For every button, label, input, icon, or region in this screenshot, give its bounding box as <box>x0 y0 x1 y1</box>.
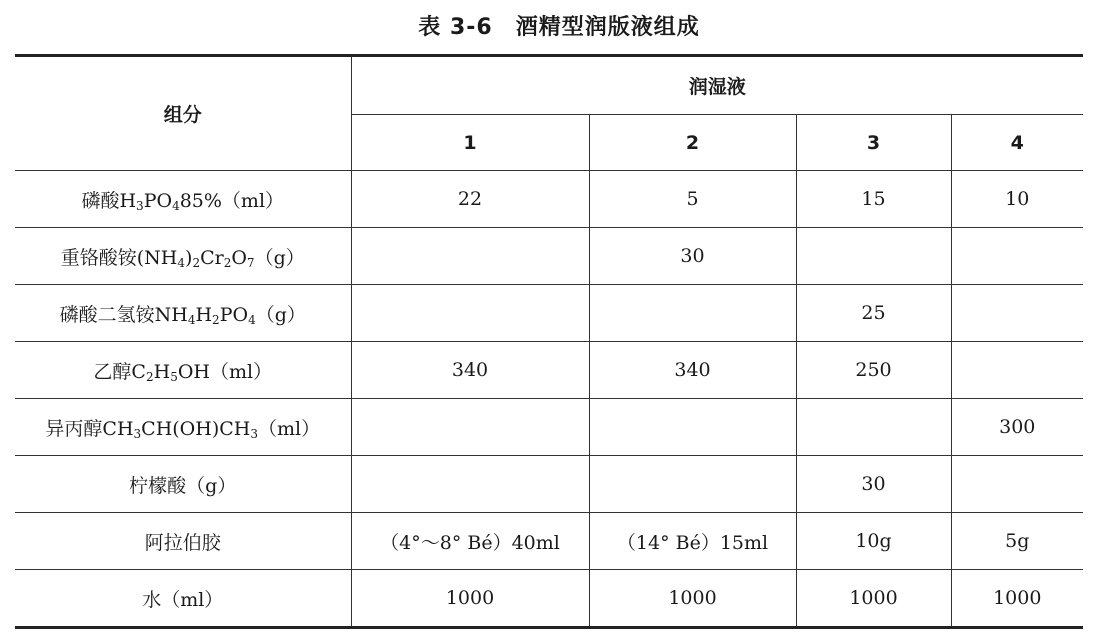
row-label: 阿拉伯胶 <box>15 513 351 570</box>
row-label: 重铬酸铵$(NH_4)_2Cr_2O_7(g)$ <box>15 228 351 285</box>
table-cell: 1000 <box>589 570 796 628</box>
table-cell: 30 <box>589 228 796 285</box>
table-cell <box>351 456 589 513</box>
table-cell <box>351 228 589 285</box>
table-cell: 1000 <box>796 570 951 628</box>
row-label: 乙醇$C_2H_5OH(ml)$ <box>15 342 351 399</box>
column-header-1: 1 <box>351 115 589 171</box>
table-cell: 15 <box>796 171 951 228</box>
column-header-4: 4 <box>951 115 1083 171</box>
table-row <box>15 513 1083 570</box>
table-cell <box>589 285 796 342</box>
table-cell: 1000 <box>951 570 1083 628</box>
row-label: 水（ml） <box>15 570 351 628</box>
table-cell <box>951 285 1083 342</box>
column-header-3: 3 <box>796 115 951 171</box>
row-label: 磷酸二氢铵$NH_4H_2PO_4(g)$ <box>15 285 351 342</box>
row-label: 异丙醇$CH_3CH(OH)CH_3(ml)$ <box>15 399 351 456</box>
table-cell: 1000 <box>351 570 589 628</box>
header-row <box>15 56 1083 115</box>
component-header: 组分 <box>15 56 351 171</box>
table-cell: 22 <box>351 171 589 228</box>
row-label: 柠檬酸（g） <box>15 456 351 513</box>
table-cell <box>589 456 796 513</box>
table-row <box>15 285 1083 342</box>
table-cell: 10 <box>951 171 1083 228</box>
table-cell <box>796 399 951 456</box>
table-cell <box>589 399 796 456</box>
table-row <box>15 399 1083 456</box>
table-cell <box>796 228 951 285</box>
table-cell: （14° Bé）15ml <box>589 513 796 570</box>
table-body <box>15 171 1083 628</box>
table-cell <box>351 399 589 456</box>
table-cell: 5 <box>589 171 796 228</box>
table-cell: 340 <box>589 342 796 399</box>
table-cell: 25 <box>796 285 951 342</box>
table-cell: 340 <box>351 342 589 399</box>
table-cell <box>951 342 1083 399</box>
dampening-solution-header: 润湿液 <box>351 56 1083 115</box>
table-cell <box>951 456 1083 513</box>
table-cell: 10g <box>796 513 951 570</box>
composition-table <box>15 54 1083 629</box>
table-row <box>15 228 1083 285</box>
table-cell: 250 <box>796 342 951 399</box>
table-cell <box>351 285 589 342</box>
table-cell <box>951 228 1083 285</box>
table-row <box>15 342 1083 399</box>
table-cell: 30 <box>796 456 951 513</box>
table-title: 表 3-6 酒精型润版液组成 <box>418 15 700 40</box>
column-header-2: 2 <box>589 115 796 171</box>
table-cell: 300 <box>951 399 1083 456</box>
table-row <box>15 570 1083 628</box>
row-label: 磷酸$H_3PO_485\%(ml)$ <box>15 171 351 228</box>
table-row <box>15 456 1083 513</box>
table-row <box>15 171 1083 228</box>
table-cell: 5g <box>951 513 1083 570</box>
table-cell: （4°～8° Bé）40ml <box>351 513 589 570</box>
